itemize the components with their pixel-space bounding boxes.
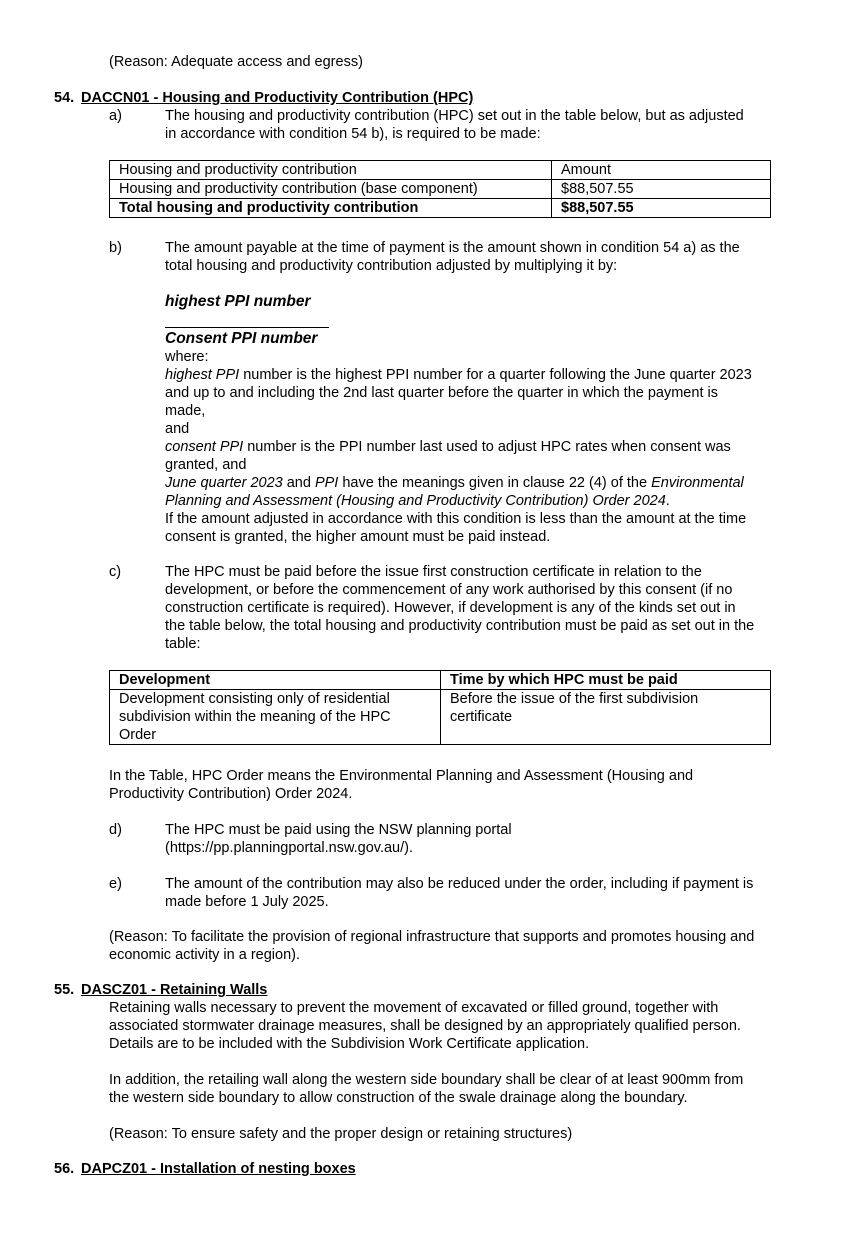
item-c-line: table: — [165, 636, 201, 652]
paragraph-line: the western side boundary to allow construction of the swale drainage along the boundary. — [109, 1090, 688, 1106]
order-title: Planning and Assessment (Housing and Productivity Contribution) Order 2024 — [165, 493, 666, 509]
condition-54-title: DACCN01 - Housing and Productivity Contribution (HPC) — [81, 90, 474, 106]
definition-line — [165, 492, 805, 510]
item-d-label: d) — [109, 822, 122, 838]
condition-55-number: 55. — [54, 982, 75, 998]
paragraph-line: Details are to be included with the Subdivision Work Certificate application. — [109, 1036, 590, 1052]
cell-line: certificate — [450, 709, 513, 725]
paragraph-line: associated stormwater drainage measures, shall be designed by an appropriately qualified person. — [109, 1018, 741, 1034]
hpc-timing-table — [109, 670, 771, 745]
definition-text: and — [282, 475, 315, 491]
formula-fraction-line — [165, 327, 329, 328]
condition-55-title: DASCZ01 - Retaining Walls — [81, 982, 268, 998]
cell-line: Before the issue of the first subdivision — [450, 691, 699, 707]
formula-definitions — [165, 348, 805, 546]
table-row — [110, 690, 771, 745]
item-c-label: c) — [109, 564, 122, 580]
table-cell: Total housing and productivity contribution — [110, 199, 552, 218]
order-title: Environmental — [651, 475, 744, 491]
retaining-walls-paragraph — [109, 999, 829, 1053]
condition-55-heading — [54, 981, 267, 999]
item-e-label: e) — [109, 876, 122, 892]
formula-denominator: Consent PPI number — [165, 330, 318, 347]
hpc-amount-table — [109, 160, 771, 218]
item-a-line: The housing and productivity contribution (HPC) set out in the table below, but as adjusted — [165, 108, 744, 124]
item-a-label: a) — [109, 108, 122, 124]
and-label: and — [165, 421, 190, 437]
table-cell — [441, 690, 771, 745]
table-cell: Time by which HPC must be paid — [441, 671, 771, 690]
item-d-text — [165, 821, 805, 857]
table-cell: $88,507.55 — [552, 180, 771, 199]
item-a-text — [165, 107, 805, 143]
condition-56-heading — [54, 1160, 356, 1178]
definition-text: have the meanings given in clause 22 (4) of the — [338, 475, 652, 491]
adjustment-line: If the amount adjusted in accordance with this condition is less than the amount at the time — [165, 511, 747, 527]
condition-56-title: DAPCZ01 - Installation of nesting boxes — [81, 1161, 356, 1177]
defined-term: June quarter 2023 — [165, 475, 283, 491]
cell-line: Order — [119, 727, 157, 743]
western-boundary-paragraph — [109, 1071, 829, 1107]
item-e-line: The amount of the contribution may also be reduced under the order, including if payment is — [165, 876, 754, 892]
reason-access-egress: (Reason: Adequate access and egress) — [109, 54, 363, 70]
table-note — [109, 767, 809, 803]
item-e-text — [165, 875, 805, 911]
definition-line — [165, 366, 805, 384]
condition-54-number: 54. — [54, 90, 75, 106]
defined-term: consent PPI — [165, 439, 244, 455]
table-cell: Housing and productivity contribution (base component) — [110, 180, 552, 199]
cell-line: Development consisting only of residential — [119, 691, 390, 707]
formula-numerator: highest PPI number — [165, 293, 311, 310]
table-total-row — [110, 199, 771, 218]
adjustment-line: consent is granted, the higher amount must be paid instead. — [165, 529, 551, 545]
definition-line: and up to and including the 2nd last quarter before the quarter in which the payment is — [165, 385, 718, 401]
item-d-url: (https://pp.planningportal.nsw.gov.au/). — [165, 840, 413, 856]
item-b-label: b) — [109, 240, 122, 256]
definition-line — [165, 474, 805, 492]
item-a-line: in accordance with condition 54 b), is required to be made: — [165, 126, 541, 142]
cell-line: subdivision within the meaning of the HPC — [119, 709, 391, 725]
table-header-row — [110, 161, 771, 180]
definition-text: . — [665, 493, 670, 509]
item-c-line: The HPC must be paid before the issue first construction certificate in relation to the — [165, 564, 702, 580]
item-d-line: The HPC must be paid using the NSW planning portal — [165, 822, 512, 838]
item-c-line: the table below, the total housing and productivity contribution must be paid as set out in the — [165, 618, 755, 634]
table-cell: Housing and productivity contribution — [110, 161, 552, 180]
reason-line: economic activity in a region). — [109, 947, 300, 963]
item-c-text — [165, 563, 805, 653]
table-note-line: Productivity Contribution) Order 2024. — [109, 786, 353, 802]
table-cell — [110, 690, 441, 745]
item-c-line: construction certificate is required). However, if development is any of the kinds set out in — [165, 600, 736, 616]
definition-text: number is the highest PPI number for a quarter following the June quarter 2023 — [239, 367, 752, 383]
condition-54-heading — [54, 89, 473, 107]
condition-56-number: 56. — [54, 1161, 75, 1177]
table-cell: $88,507.55 — [552, 199, 771, 218]
item-e-line: made before 1 July 2025. — [165, 894, 329, 910]
reason-line: (Reason: To facilitate the provision of regional infrastructure that supports and promotes housing and — [109, 929, 755, 945]
table-cell: Development — [110, 671, 441, 690]
table-note-line: In the Table, HPC Order means the Environmental Planning and Assessment (Housing and — [109, 768, 694, 784]
table-row — [110, 180, 771, 199]
paragraph-line: Retaining walls necessary to prevent the movement of excavated or filled ground, together with — [109, 1000, 719, 1016]
table-cell: Amount — [552, 161, 771, 180]
where-label: where: — [165, 349, 209, 365]
item-b-text — [165, 239, 805, 275]
definition-line: granted, and — [165, 457, 247, 473]
definition-text: number is the PPI number last used to adjust HPC rates when consent was — [243, 439, 731, 455]
item-b-line: total housing and productivity contribution adjusted by multiplying it by: — [165, 258, 618, 274]
item-b-line: The amount payable at the time of payment is the amount shown in condition 54 a) as the — [165, 240, 740, 256]
table-header-row — [110, 671, 771, 690]
defined-term: highest PPI — [165, 367, 240, 383]
paragraph-line: In addition, the retailing wall along the western side boundary shall be clear of at least 900mm from — [109, 1072, 744, 1088]
defined-term: PPI — [314, 475, 339, 491]
reason-hpc — [109, 928, 829, 964]
item-c-line: development, or before the commencement of any work authorised by this consent (if no — [165, 582, 733, 598]
reason-retaining: (Reason: To ensure safety and the proper design or retaining structures) — [109, 1126, 573, 1142]
definition-line: made, — [165, 403, 206, 419]
definition-line — [165, 438, 805, 456]
